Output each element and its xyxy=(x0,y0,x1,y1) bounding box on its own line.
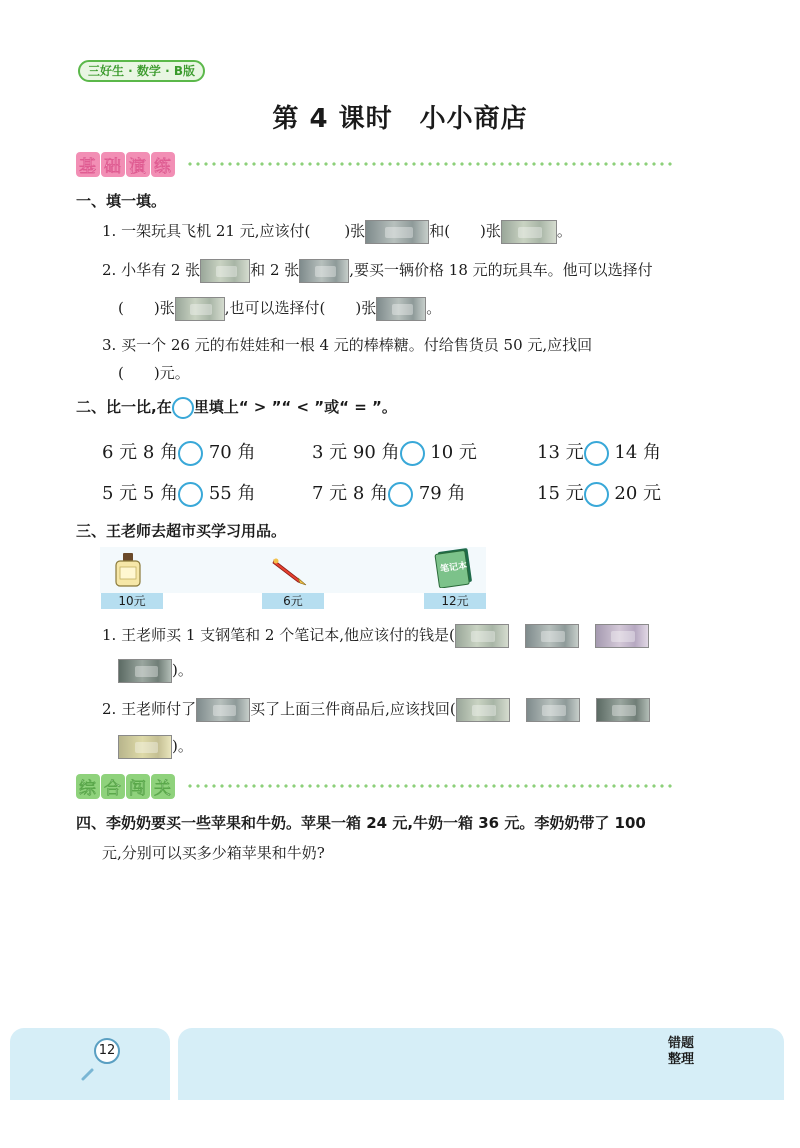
question-1-heading: 一、填一填。 xyxy=(76,192,167,210)
banknote-10-yuan-icon xyxy=(175,297,225,321)
left-value: 15 元 xyxy=(537,483,584,504)
banner-char: 闯 xyxy=(126,774,150,799)
text: 。 xyxy=(556,222,572,240)
pen-icon xyxy=(270,556,310,586)
text: 四、李奶奶要买一些苹果和牛奶。苹果一箱 24 元,牛奶一箱 36 元。李奶奶带了 100 xyxy=(76,814,646,832)
notebook-label: 笔记本 xyxy=(439,561,468,575)
notebook-icon xyxy=(434,548,474,588)
banner-char: 演 xyxy=(126,152,150,177)
header-tag: 三好生 · 数学 · B版 xyxy=(78,60,205,82)
page-number: 12 xyxy=(94,1038,120,1064)
right-value: 20 元 xyxy=(614,483,662,504)
banknote-1-jiao-icon xyxy=(596,698,650,722)
price-label: 10元 xyxy=(101,593,163,609)
text: 和 2 张 xyxy=(250,261,300,279)
banknote-5-yuan-icon xyxy=(525,624,579,648)
left-value: 6 元 8 角 xyxy=(102,442,179,463)
text: 1. 一架玩具飞机 21 元,应该付( xyxy=(102,222,311,240)
right-value: 55 角 xyxy=(208,483,256,504)
answer-circle[interactable] xyxy=(178,441,203,466)
answer-circle-icon xyxy=(172,397,194,419)
text: ,也可以选择付( xyxy=(224,299,326,317)
compare-item xyxy=(102,438,255,466)
q3-line-2 xyxy=(118,659,193,683)
question-4-line-2: 元,分别可以买多少箱苹果和牛奶? xyxy=(102,844,325,862)
banknote-10-yuan-icon xyxy=(455,624,509,648)
text: 二、比一比,在 xyxy=(76,398,172,416)
text: ( xyxy=(118,299,124,317)
answer-circle[interactable] xyxy=(400,441,425,466)
banknote-20-yuan-icon xyxy=(365,220,429,244)
q1-line-2 xyxy=(102,259,653,283)
text: 里填上“ > ”“ < ”或“ = ”。 xyxy=(193,398,397,416)
page-title: 第 4 课时 小小商店 xyxy=(272,104,528,134)
right-value: 14 角 xyxy=(614,442,662,463)
banknote-1-jiao-icon xyxy=(118,659,172,683)
banknote-5-yuan-icon xyxy=(299,259,349,283)
text: 和( xyxy=(429,222,451,240)
answer-circle[interactable] xyxy=(178,482,203,507)
text: 2. 小华有 2 张 xyxy=(102,261,201,279)
left-value: 13 元 xyxy=(537,442,584,463)
banner-char: 练 xyxy=(151,152,175,177)
banknote-10-yuan-icon xyxy=(200,259,250,283)
right-value: 79 角 xyxy=(418,483,466,504)
answer-circle[interactable] xyxy=(584,441,609,466)
ink-bottle-icon xyxy=(114,552,142,588)
price-label: 12元 xyxy=(424,593,486,609)
answer-circle[interactable] xyxy=(584,482,609,507)
banner-char: 关 xyxy=(151,774,175,799)
banknote-1-yuan-icon xyxy=(501,220,557,244)
text: 。 xyxy=(426,299,442,317)
banknote-50-yuan-icon xyxy=(196,698,250,722)
q3-line-3 xyxy=(102,698,650,722)
text: 整理 xyxy=(668,1052,695,1067)
banner-char: 础 xyxy=(101,152,125,177)
text: )。 xyxy=(172,737,193,755)
compare-item xyxy=(537,438,661,466)
left-value: 5 元 5 角 xyxy=(102,483,179,504)
text: 买了上面三件商品后,应该找回( xyxy=(250,700,456,718)
text: )张 xyxy=(480,222,501,240)
banner-char: 基 xyxy=(76,152,100,177)
right-value: 70 角 xyxy=(208,442,256,463)
dotted-divider xyxy=(186,784,676,788)
left-value: 7 元 8 角 xyxy=(312,483,389,504)
banner-char: 综 xyxy=(76,774,100,799)
banknote-5-yuan-icon xyxy=(526,698,580,722)
dotted-divider xyxy=(186,162,676,166)
text: )。 xyxy=(172,661,193,679)
text: ,要买一辆价格 18 元的玩具车。他可以选择付 xyxy=(349,261,653,279)
q3-line-1 xyxy=(102,624,649,648)
banknote-1-yuan-icon xyxy=(118,735,172,759)
text: )张 xyxy=(355,299,377,317)
question-2-heading xyxy=(76,396,397,419)
compare-item xyxy=(312,438,477,466)
q3-line-4 xyxy=(118,735,193,759)
question-4-line-1 xyxy=(76,812,646,834)
right-value: 10 元 xyxy=(430,442,477,463)
price-label: 6元 xyxy=(262,593,324,609)
compare-item xyxy=(312,479,465,507)
q1-line-1 xyxy=(102,220,572,244)
text: )张 xyxy=(153,299,175,317)
section-banner-basic xyxy=(76,152,176,176)
answer-circle[interactable] xyxy=(388,482,413,507)
text: 错题 xyxy=(668,1036,695,1051)
banknote-1-yuan-icon xyxy=(595,624,649,648)
compare-item xyxy=(102,479,255,507)
left-value: 3 元 90 角 xyxy=(312,442,400,463)
q1-line-5: ( )元。 xyxy=(118,364,190,382)
banknote-5-yuan-icon xyxy=(376,297,426,321)
question-3-heading: 三、王老师去超市买学习用品。 xyxy=(76,522,287,540)
q1-line-3 xyxy=(118,297,441,321)
q1-line-4: 3. 买一个 26 元的布娃娃和一根 4 元的棒棒糖。付给售货员 50 元,应找回 xyxy=(102,336,593,354)
error-collection-label xyxy=(668,1036,708,1068)
text: )张 xyxy=(344,222,366,240)
section-banner-comprehensive xyxy=(76,774,176,798)
banknote-10-yuan-icon xyxy=(456,698,510,722)
text: 2. 王老师付了 xyxy=(102,700,197,718)
text: 1. 王老师买 1 支钢笔和 2 个笔记本,他应该付的钱是( xyxy=(102,626,455,644)
compare-item xyxy=(537,479,661,507)
banner-char: 合 xyxy=(101,774,125,799)
